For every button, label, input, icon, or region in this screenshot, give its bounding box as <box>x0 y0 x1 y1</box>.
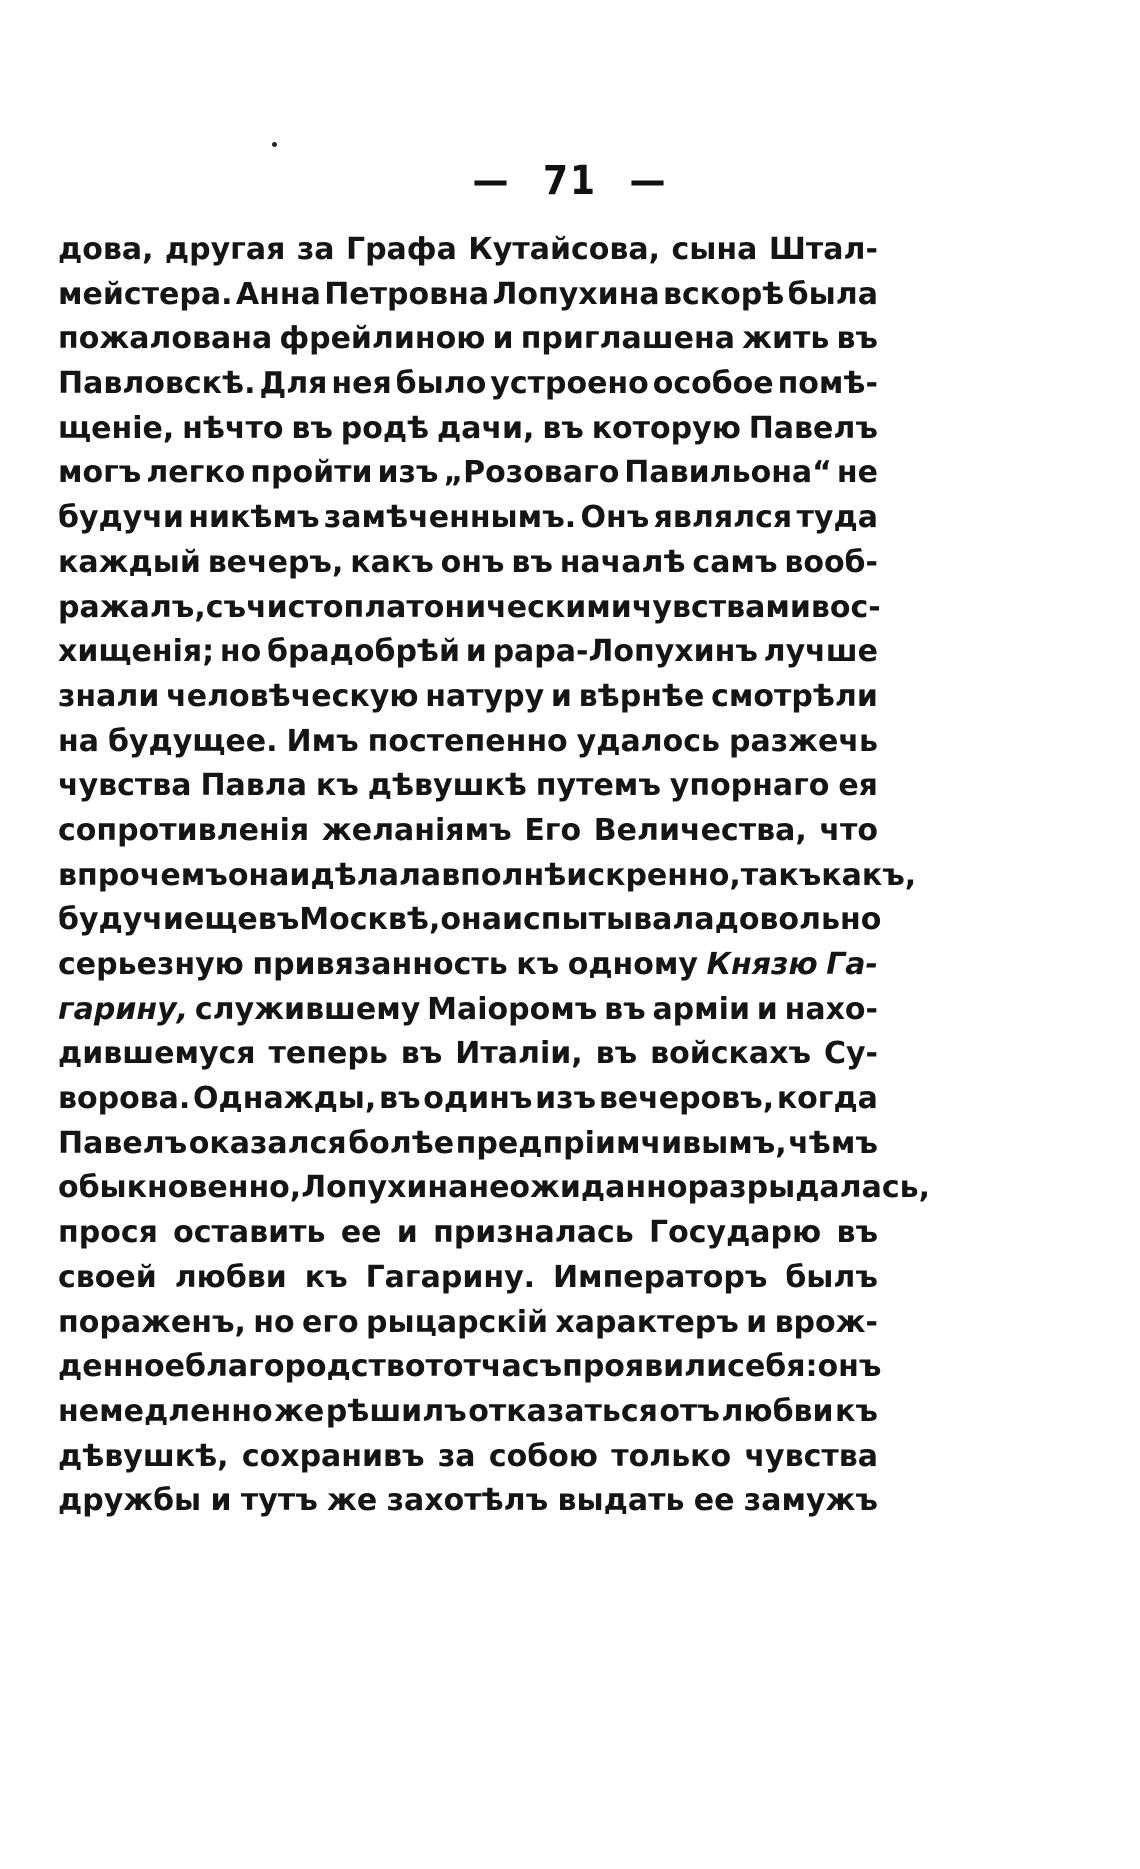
word: дачи, <box>436 410 535 446</box>
word: нахо- <box>784 991 878 1027</box>
word: чувства <box>744 1438 878 1474</box>
word: какъ <box>350 544 434 580</box>
word: оказался <box>188 1125 347 1161</box>
word: въ <box>836 1215 878 1251</box>
word: врож- <box>774 1304 878 1340</box>
word: Маіоромъ <box>427 991 598 1027</box>
text-line <box>58 630 878 675</box>
word: изъ <box>535 1081 597 1117</box>
word: денное <box>58 1349 185 1385</box>
word: Величества, <box>593 812 807 848</box>
word: она <box>440 902 502 938</box>
word: одинъ <box>423 1081 533 1117</box>
word: Однажды, <box>193 1081 377 1117</box>
word: онъ <box>440 544 505 580</box>
word: началѣ <box>559 544 686 580</box>
word: за <box>437 1438 476 1474</box>
word: болѣе <box>348 1125 455 1161</box>
word: и <box>756 991 778 1027</box>
word: туда <box>796 500 878 536</box>
text-line <box>58 273 878 318</box>
word: рыцарскій <box>366 1304 549 1340</box>
text-line <box>58 1345 882 1390</box>
word: его <box>302 1304 359 1340</box>
word: вос- <box>810 589 881 625</box>
word: и <box>465 634 487 670</box>
word: гарину, <box>58 991 189 1027</box>
word: постепенно <box>367 723 568 759</box>
word: же <box>274 1393 325 1429</box>
text-line <box>58 898 882 943</box>
word: Онъ <box>580 500 650 536</box>
word: теперь <box>268 1036 388 1072</box>
text-line <box>58 1479 878 1524</box>
word: неожиданно <box>468 1170 688 1206</box>
word: привязанность <box>252 947 508 982</box>
word: ее <box>340 1215 382 1251</box>
word: пройти <box>250 455 373 491</box>
word: хищенія; <box>58 634 215 670</box>
word: вполнѣ <box>441 857 567 893</box>
word: же <box>327 1483 378 1519</box>
text-line <box>58 1390 878 1435</box>
word: Лопухина <box>492 276 660 312</box>
word: „Розоваго <box>443 455 620 491</box>
text-line <box>58 988 878 1033</box>
word: будучи <box>58 500 184 536</box>
word: помѣ- <box>777 366 878 402</box>
word: особое <box>652 366 774 402</box>
word: въ <box>595 1036 638 1072</box>
word: и <box>210 1483 232 1519</box>
text-line <box>58 854 917 899</box>
word: дившемуся <box>58 1036 256 1072</box>
word: къ <box>516 947 560 982</box>
word: характеръ <box>555 1304 739 1340</box>
word: знали <box>58 678 160 714</box>
word: она <box>227 857 290 893</box>
word: вечеръ, <box>207 544 344 580</box>
word: но <box>253 1304 295 1340</box>
word: только <box>611 1438 732 1474</box>
word: было <box>395 366 487 402</box>
word: съ <box>205 589 247 625</box>
word: удалось <box>576 723 721 759</box>
word: что <box>819 812 878 848</box>
word: любви <box>721 1393 834 1429</box>
word: и <box>746 1304 768 1340</box>
word: ражалъ, <box>58 589 206 625</box>
word: чѣмъ <box>788 1125 878 1161</box>
word: выдать <box>557 1483 685 1519</box>
word: будущее. <box>107 723 278 759</box>
text-line <box>58 720 878 765</box>
text-line <box>58 228 878 273</box>
word: любви <box>174 1259 287 1295</box>
word: брадобрѣй <box>267 634 461 670</box>
word: Су- <box>823 1036 878 1072</box>
word: желаніямъ <box>321 812 512 848</box>
text-line <box>58 1256 878 1301</box>
word: вечеровъ, <box>598 1081 775 1117</box>
body-text <box>58 228 931 1524</box>
word: въ <box>542 410 584 446</box>
word: дова, <box>58 232 154 267</box>
word: арміи <box>652 991 750 1027</box>
word: родѣ <box>340 410 430 446</box>
word: дѣлала <box>310 857 442 893</box>
word: пожалована <box>58 321 273 357</box>
word: еще <box>183 902 258 938</box>
word: Князю <box>706 947 818 982</box>
word: разжечь <box>729 723 878 759</box>
word: въ <box>400 1036 443 1072</box>
word: лучше <box>763 634 878 670</box>
word: дѣвушкѣ <box>367 768 527 804</box>
word: къ <box>304 1259 348 1295</box>
text-line <box>58 1077 878 1122</box>
text-line <box>58 809 878 854</box>
page-number: — 71 — <box>472 158 668 204</box>
word: собою <box>488 1438 598 1474</box>
word: своей <box>58 1259 157 1295</box>
text-line <box>58 451 878 496</box>
text-line <box>58 675 878 720</box>
word: но <box>219 634 262 670</box>
word: такъ <box>740 857 822 893</box>
word: Гагарину. <box>365 1259 536 1295</box>
word: Павелъ <box>748 410 878 446</box>
word: нѣчто <box>182 410 284 446</box>
word: разрыдалась, <box>687 1170 931 1206</box>
word: былъ <box>785 1259 878 1295</box>
text-line <box>58 541 878 586</box>
word: приглашена <box>520 321 735 357</box>
text-line <box>58 1032 878 1077</box>
word: ея <box>838 768 878 804</box>
word: захотѣлъ <box>386 1483 549 1519</box>
word: онъ <box>817 1349 882 1385</box>
word: призналась <box>433 1215 634 1251</box>
word: путемъ <box>535 768 661 804</box>
word: вооб- <box>784 544 878 580</box>
word: искренно, <box>566 857 741 893</box>
word: серьезную <box>58 947 244 982</box>
word: отказаться <box>468 1393 658 1429</box>
word: къ <box>835 1393 878 1429</box>
word: себя: <box>727 1349 818 1385</box>
word: въ <box>511 544 553 580</box>
word: одному <box>567 947 698 982</box>
word: смотрѣли <box>711 678 878 714</box>
word: предпріимчивымъ, <box>455 1125 787 1161</box>
word: могъ <box>58 455 142 491</box>
ink-speck <box>272 142 277 147</box>
word: вскорѣ <box>663 276 785 312</box>
word: чувствами <box>631 589 811 625</box>
text-line <box>58 496 878 541</box>
word: войскахъ <box>650 1036 811 1072</box>
word: отъ <box>659 1393 720 1429</box>
word: натуру <box>425 678 545 714</box>
word: въ <box>257 902 300 938</box>
word: въ <box>604 991 646 1027</box>
word: рѣшилъ <box>325 1393 467 1429</box>
word: Павелъ <box>58 1125 188 1161</box>
word: Кутайсова, <box>468 232 661 267</box>
word: упорнаго <box>669 768 830 804</box>
word: papa-Лопухинъ <box>492 634 758 670</box>
word: оставить <box>173 1215 326 1251</box>
word: нея <box>331 366 392 402</box>
word: будучи <box>58 902 184 938</box>
word: Анна <box>235 276 321 312</box>
word: сына <box>671 232 758 267</box>
word: Штал- <box>768 232 878 267</box>
word: тотчасъ <box>425 1349 563 1385</box>
word: и <box>396 1215 418 1251</box>
word: изъ <box>377 455 439 491</box>
word: фрейлиною <box>279 321 486 357</box>
word: Императоръ <box>552 1259 768 1295</box>
word: чисто <box>246 589 344 625</box>
word: въ <box>836 321 878 357</box>
text-line <box>58 1301 878 1346</box>
word: проявили <box>562 1349 728 1385</box>
word: немедленно <box>58 1393 273 1429</box>
text-line <box>58 407 878 452</box>
word: въ <box>291 410 333 446</box>
word: на <box>58 723 99 759</box>
word: и <box>550 678 572 714</box>
word: Италіи, <box>455 1036 583 1072</box>
word: чувства <box>58 768 192 804</box>
word: прося <box>58 1215 158 1251</box>
word: пораженъ, <box>58 1304 246 1340</box>
word: устроено <box>490 366 649 402</box>
word: служившему <box>194 991 421 1027</box>
word: замѣченнымъ. <box>323 500 577 536</box>
text-line <box>58 764 878 809</box>
word: Графа <box>345 232 457 267</box>
word: мейстера. <box>58 276 233 312</box>
word: Имъ <box>286 723 359 759</box>
word: Москвѣ, <box>299 902 441 938</box>
word: сохранивъ <box>241 1438 425 1474</box>
text-line <box>58 1166 931 1211</box>
word: довольно <box>714 902 882 938</box>
word: Павильона“ <box>624 455 832 491</box>
word: Для <box>259 366 328 402</box>
word: и <box>289 857 311 893</box>
word: была <box>787 276 878 312</box>
word: платоническими <box>343 589 632 625</box>
word: Его <box>524 812 582 848</box>
word: дружбы <box>58 1483 202 1519</box>
word: Га- <box>826 947 878 982</box>
word: къ <box>315 768 359 804</box>
word: самъ <box>692 544 778 580</box>
text-line <box>58 1122 878 1167</box>
text-line <box>58 317 878 362</box>
word: человѣческую <box>166 678 419 714</box>
word: каждый <box>58 544 201 580</box>
word: Павловскѣ. <box>58 366 256 402</box>
word: какъ, <box>821 857 917 893</box>
word: являлся <box>653 500 793 536</box>
word: испытывала <box>501 902 715 938</box>
word: ворова. <box>58 1081 191 1117</box>
word: замужъ <box>743 1483 878 1519</box>
word: которую <box>591 410 741 446</box>
word: въ <box>379 1081 421 1117</box>
word: другая <box>164 232 286 267</box>
word: щеніе, <box>58 410 175 446</box>
word: Павла <box>200 768 308 804</box>
word: дѣвушкѣ, <box>58 1438 229 1474</box>
word: впрочемъ <box>58 857 228 893</box>
word: жить <box>742 321 830 357</box>
word: благородство <box>185 1349 426 1385</box>
word: не <box>836 455 878 491</box>
text-line <box>58 586 881 631</box>
word: и <box>492 321 514 357</box>
word: Лопухина <box>301 1170 469 1206</box>
word: тутъ <box>240 1483 318 1519</box>
word: за <box>296 232 335 267</box>
word: ее <box>693 1483 735 1519</box>
word: когда <box>776 1081 878 1117</box>
text-line <box>58 362 878 407</box>
word: Государю <box>649 1215 822 1251</box>
word: обыкновенно, <box>58 1170 302 1206</box>
word: вѣрнѣе <box>578 678 705 714</box>
word: никѣмъ <box>188 500 320 536</box>
word: легко <box>146 455 246 491</box>
text-line <box>58 1435 878 1480</box>
word: Петровна <box>324 276 490 312</box>
word: сопротивленія <box>58 812 310 848</box>
text-line <box>58 1211 878 1256</box>
text-line <box>58 943 878 988</box>
